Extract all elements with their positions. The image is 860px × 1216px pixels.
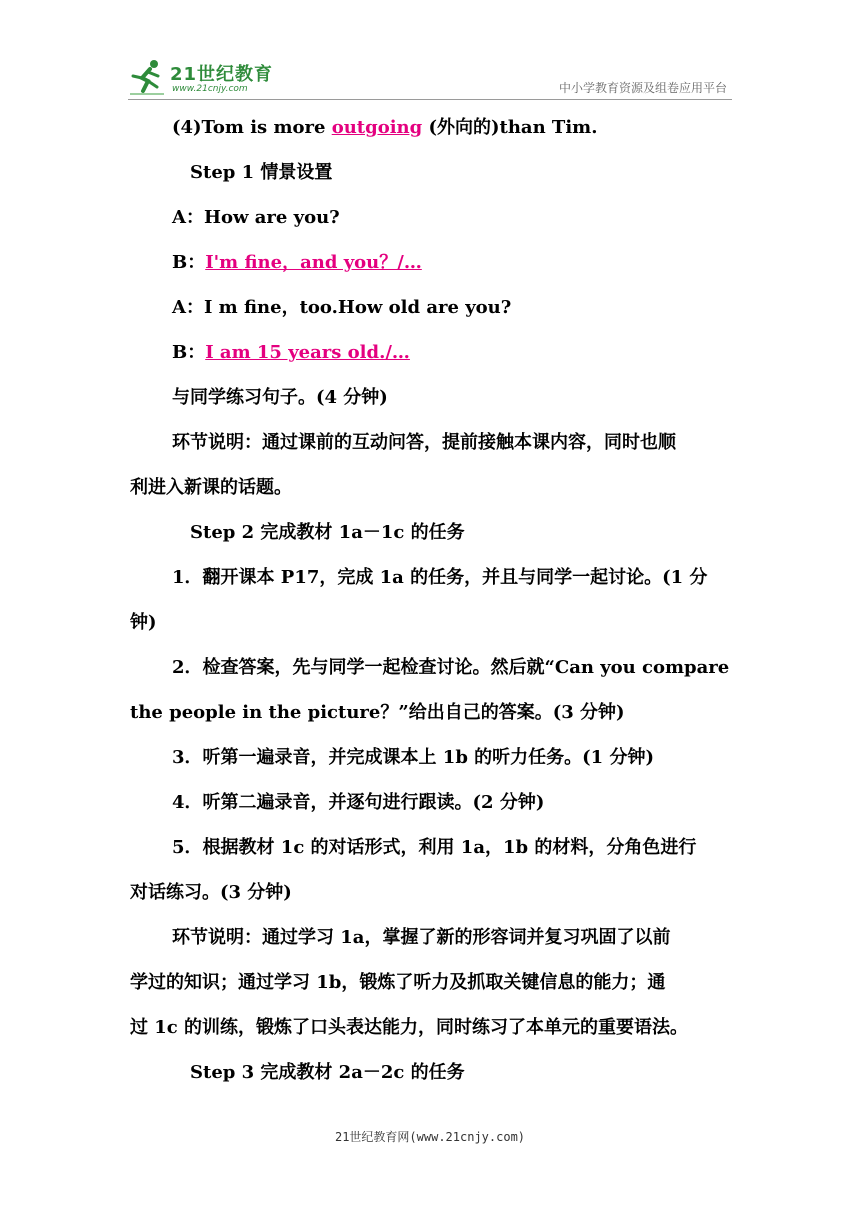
- text-line: [172, 116, 597, 140]
- text-line: 过 1c 的训练，锻炼了口头表达能力，同时练习了本单元的重要语法。: [130, 1017, 689, 1038]
- header-tagline: 中小学教育资源及组卷应用平台: [558, 81, 727, 95]
- text-line: 利进入新课的话题。: [130, 477, 292, 498]
- section-heading: Step 2 完成教材 1a－1c 的任务: [190, 522, 465, 543]
- answer-text: outgoing: [331, 117, 423, 138]
- text-line: 钟): [130, 612, 157, 633]
- dialogue-line: [172, 341, 410, 365]
- answer-text: I am 15 years old./…: [205, 342, 410, 363]
- text-line: the people in the picture？”给出自己的答案。(3 分钟): [130, 702, 625, 723]
- text-line: 环节说明：通过学习 1a，掌握了新的形容词并复习巩固了以前: [172, 927, 671, 948]
- text-fragment: (外向的)than Tim.: [422, 117, 598, 138]
- answer-text: I'm fine，and you？/…: [205, 252, 422, 273]
- page-footer: 21世纪教育网(www.21cnjy.com): [334, 1130, 526, 1144]
- text-line: 3．听第一遍录音，并完成课本上 1b 的听力任务。(1 分钟): [172, 747, 654, 768]
- text-line: 2．检查答案，先与同学一起检查讨论。然后就“Can you compare: [172, 657, 730, 678]
- dialogue-line: A：I m fine，too.How old are you?: [172, 297, 512, 318]
- text-line: 对话练习。(3 分钟): [130, 882, 292, 903]
- speaker-label: B：: [172, 342, 206, 363]
- text-fragment: (4)Tom is more: [172, 117, 332, 138]
- dialogue-line: A：How are you?: [172, 207, 340, 228]
- section-heading: Step 3 完成教材 2a－2c 的任务: [190, 1062, 465, 1083]
- header-divider: [128, 99, 732, 100]
- text-line: 5．根据教材 1c 的对话形式，利用 1a，1b 的材料，分角色进行: [172, 837, 697, 858]
- logo-url: www.21cnjy.com: [172, 84, 248, 94]
- runner-logo-icon: [128, 58, 168, 96]
- speaker-label: B：: [172, 252, 206, 273]
- page-header: [0, 0, 860, 100]
- dialogue-line: [172, 251, 422, 275]
- text-line: 环节说明：通过课前的互动问答，提前接触本课内容，同时也顺: [172, 432, 676, 453]
- text-line: 1．翻开课本 P17，完成 1a 的任务，并且与同学一起讨论。(1 分: [172, 567, 708, 588]
- text-line: 与同学练习句子。(4 分钟): [172, 387, 388, 408]
- section-heading: Step 1 情景设置: [190, 162, 333, 183]
- logo-text: 21世纪教育: [170, 64, 274, 85]
- text-line: 学过的知识；通过学习 1b，锻炼了听力及抓取关键信息的能力；通: [130, 972, 666, 993]
- text-line: 4．听第二遍录音，并逐句进行跟读。(2 分钟): [172, 792, 545, 813]
